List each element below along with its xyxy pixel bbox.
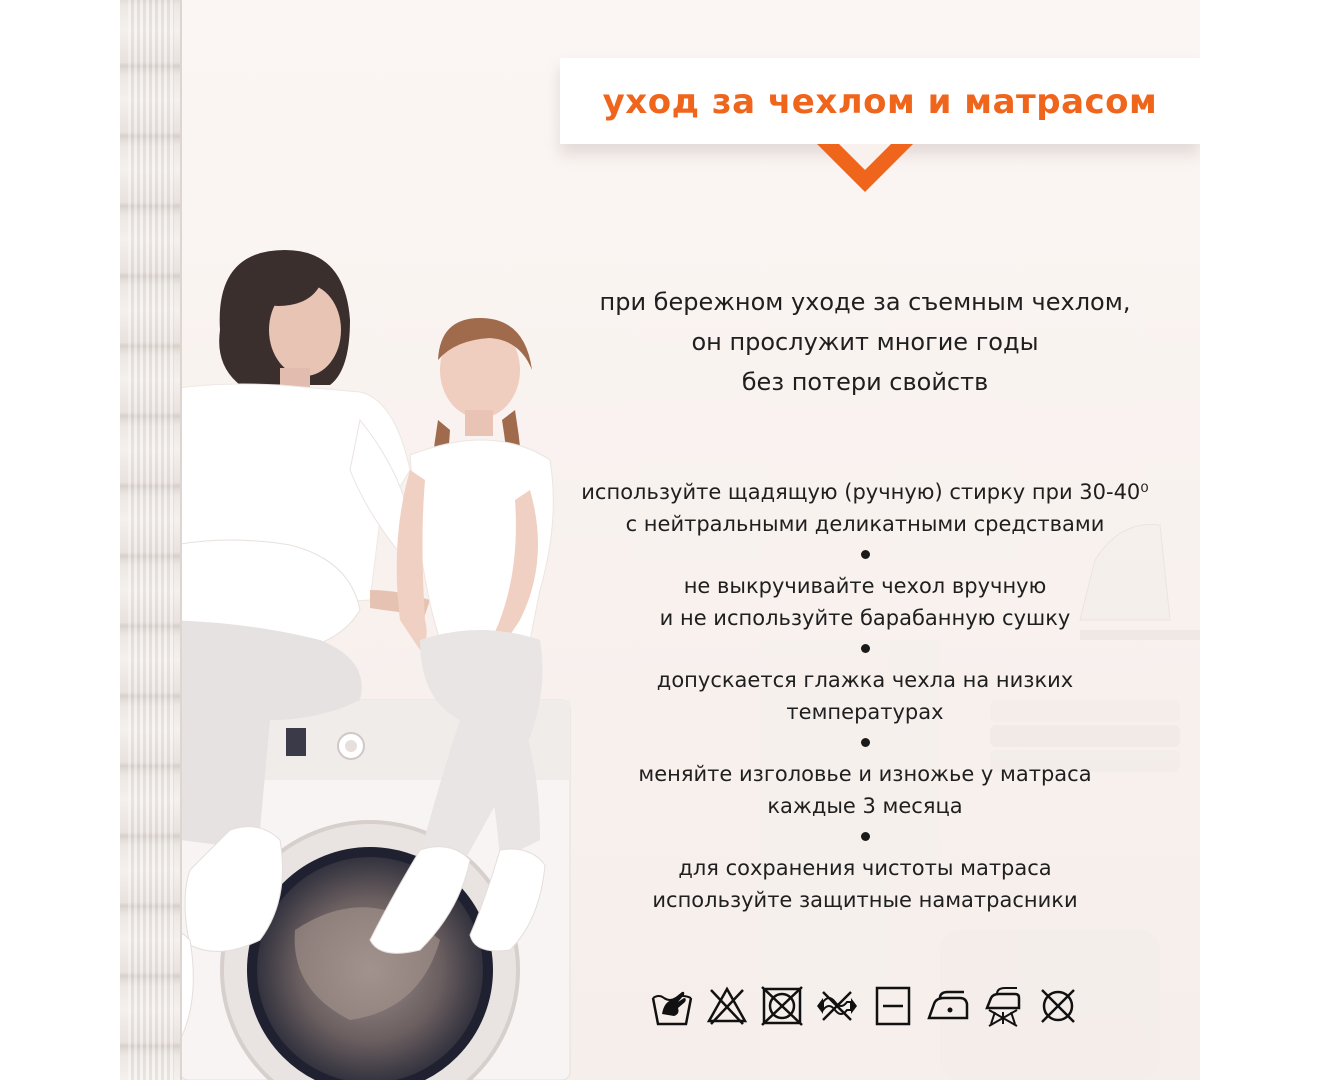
- no-wring-icon: [815, 984, 859, 1028]
- care-item-line: меняйте изголовье и изножье у матраса: [638, 762, 1092, 786]
- care-item-line: допускается глажка чехла на низких: [656, 668, 1074, 692]
- care-item-line: не выкручивайте чехол вручную: [683, 574, 1047, 598]
- care-instructions-list: [530, 476, 1200, 916]
- chevron-down-icon: [817, 142, 913, 192]
- intro-text: [540, 282, 1190, 402]
- glass-block-wall: [120, 0, 182, 1080]
- care-item-line: для сохранения чистоты матраса: [678, 856, 1052, 880]
- care-card: [120, 0, 1200, 1080]
- iron-low-icon: [926, 984, 970, 1028]
- bullet-dot: [861, 644, 870, 653]
- bullet-dot: [861, 550, 870, 559]
- care-item-line: температурах: [786, 700, 944, 724]
- intro-line: при бережном уходе за съемным чехлом,: [599, 288, 1131, 316]
- care-item-no-wring: [530, 570, 1200, 634]
- no-bleach-icon: [705, 984, 749, 1028]
- page-title: уход за чехлом и матрасом: [602, 82, 1158, 122]
- dry-flat-icon: [871, 984, 915, 1028]
- no-wet-clean-icon: [981, 984, 1025, 1028]
- care-symbols-row: [650, 980, 1080, 1032]
- bullet-dot: [861, 832, 870, 841]
- no-dry-clean-icon: [1036, 984, 1080, 1028]
- care-item-line: используйте защитные наматрасники: [652, 888, 1078, 912]
- care-item-ironing: [530, 664, 1200, 728]
- no-tumble-dry-icon: [760, 984, 804, 1028]
- care-item-protector: [530, 852, 1200, 916]
- intro-line: он прослужит многие годы: [691, 328, 1039, 356]
- care-item-line: каждые 3 месяца: [767, 794, 963, 818]
- care-item-wash: [530, 476, 1200, 540]
- care-item-line: и не используйте барабанную сушку: [659, 606, 1071, 630]
- hand-wash-icon: [650, 984, 694, 1028]
- bullet-dot: [861, 738, 870, 747]
- care-item-line: с нейтральными деликатными средствами: [625, 512, 1105, 536]
- care-item-rotate: [530, 758, 1200, 822]
- intro-line: без потери свойств: [741, 368, 989, 396]
- care-item-line: используйте щадящую (ручную) стирку при 30-40⁰: [581, 480, 1149, 504]
